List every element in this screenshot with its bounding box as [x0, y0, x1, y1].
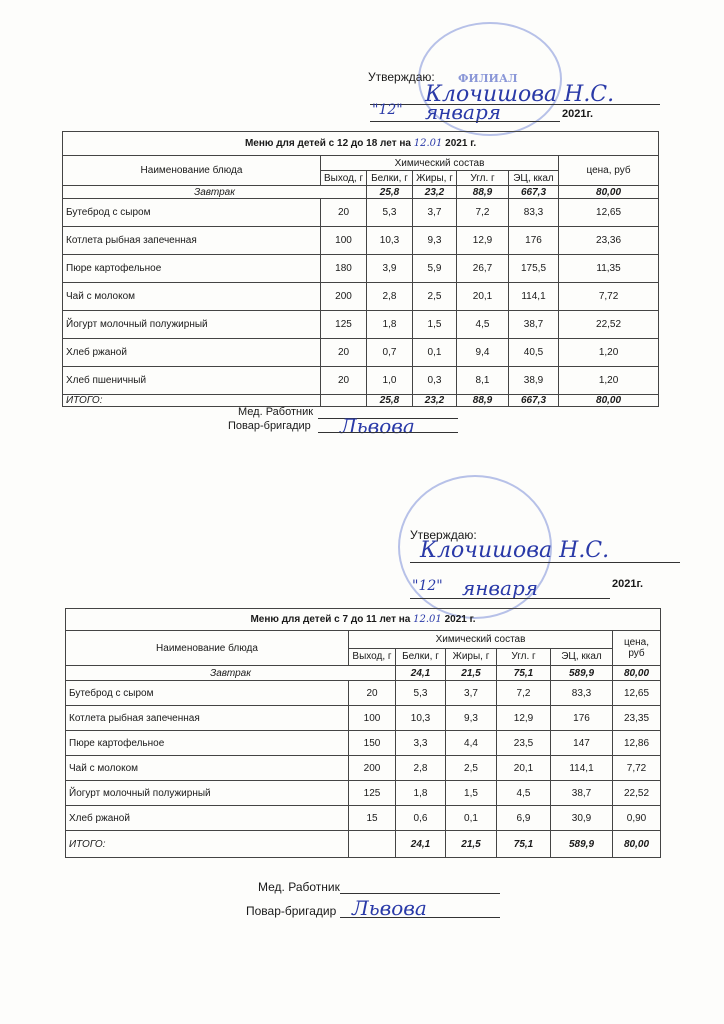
table-row: [63, 367, 659, 395]
dish-fat: 1,5: [413, 311, 457, 339]
meal-fat: 21,5: [446, 666, 497, 681]
menu-title: Меню для детей с 12 до 18 лет на 12.01 2021 г.: [63, 132, 659, 156]
dish-carbs: 6,9: [497, 806, 551, 831]
dish-fat: 0,1: [413, 339, 457, 367]
table-row: [66, 781, 661, 806]
dish-protein: 0,7: [367, 339, 413, 367]
stamp-text: ФИЛИАЛ: [458, 72, 518, 85]
dish-protein: 3,9: [367, 255, 413, 283]
dish-protein: 10,3: [367, 227, 413, 255]
dish-yield: 100: [349, 706, 396, 731]
dish-price: 7,72: [559, 283, 659, 311]
dish-protein: 2,8: [367, 283, 413, 311]
med-worker-label: Мед. Работник: [238, 406, 314, 418]
meal-carbs: 75,1: [497, 666, 551, 681]
dish-energy: 114,1: [551, 756, 613, 781]
dish-energy: 175,5: [509, 255, 559, 283]
dish-name: Йогурт молочный полужирный: [63, 311, 321, 339]
table-row: [63, 283, 659, 311]
header-carbs: Угл. г: [497, 648, 551, 666]
menu-table-7-11: [65, 608, 661, 858]
header-fat: Жиры, г: [446, 648, 497, 666]
meal-label: Завтрак: [66, 666, 396, 681]
dish-fat: 2,5: [413, 283, 457, 311]
dish-name: Хлеб пшеничный: [63, 367, 321, 395]
header-energy: ЭЦ, ккал: [551, 648, 613, 666]
dish-fat: 1,5: [446, 781, 497, 806]
total-label: ИТОГО:: [63, 395, 321, 407]
dish-yield: 180: [321, 255, 367, 283]
approver-signature-2: Клочишова Н.С.: [420, 538, 610, 563]
dish-fat: 3,7: [413, 199, 457, 227]
approval-day: "12": [372, 102, 403, 118]
header-protein: Белки, г: [367, 171, 413, 186]
meal-fat: 23,2: [413, 186, 457, 199]
cook-label: Повар-бригадир: [228, 420, 311, 432]
header-chem: Химический состав: [321, 156, 559, 171]
approve-label: Утверждаю:: [368, 70, 435, 84]
table-row: [63, 339, 659, 367]
dish-yield: 20: [321, 339, 367, 367]
dish-energy: 114,1: [509, 283, 559, 311]
menu-date: 12.01: [413, 614, 442, 625]
meal-row: [63, 186, 659, 199]
dish-carbs: 20,1: [497, 756, 551, 781]
dish-protein: 10,3: [396, 706, 446, 731]
dish-price: 7,72: [613, 756, 661, 781]
dish-carbs: 26,7: [457, 255, 509, 283]
total-energy: 667,3: [509, 395, 559, 407]
dish-energy: 40,5: [509, 339, 559, 367]
dish-energy: 83,3: [509, 199, 559, 227]
dish-name: Котлета рыбная запеченная: [66, 706, 349, 731]
dish-protein: 0,6: [396, 806, 446, 831]
dish-price: 22,52: [559, 311, 659, 339]
total-label: ИТОГО:: [66, 831, 349, 858]
dish-fat: 9,3: [446, 706, 497, 731]
dish-carbs: 9,4: [457, 339, 509, 367]
dish-price: 12,86: [613, 731, 661, 756]
meal-carbs: 88,9: [457, 186, 509, 199]
menu-table-12-18: [62, 131, 659, 407]
meal-energy: 667,3: [509, 186, 559, 199]
dish-carbs: 23,5: [497, 731, 551, 756]
table-row: [63, 311, 659, 339]
dish-price: 12,65: [613, 681, 661, 706]
dish-name: Бутеброд с сыром: [63, 199, 321, 227]
dish-fat: 3,7: [446, 681, 497, 706]
dish-name: Чай с молоком: [63, 283, 321, 311]
approve-label-2: Утверждаю:: [410, 528, 477, 542]
dish-yield: 20: [321, 199, 367, 227]
header-carbs: Угл. г: [457, 171, 509, 186]
dish-name: Котлета рыбная запеченная: [63, 227, 321, 255]
dish-carbs: 7,2: [497, 681, 551, 706]
total-row: [66, 831, 661, 858]
dish-fat: 4,4: [446, 731, 497, 756]
dish-name: Хлеб ржаной: [63, 339, 321, 367]
header-fat: Жиры, г: [413, 171, 457, 186]
total-carbs: 88,9: [457, 395, 509, 407]
menu-date: 12.01: [413, 138, 443, 149]
dish-fat: 0,3: [413, 367, 457, 395]
meal-row: [66, 666, 661, 681]
dish-name: Йогурт молочный полужирный: [66, 781, 349, 806]
dish-name: Пюре картофельное: [66, 731, 349, 756]
cook-signature: Львова: [340, 414, 415, 438]
dish-fat: 5,9: [413, 255, 457, 283]
dish-price: 0,90: [613, 806, 661, 831]
header-price: цена, руб: [613, 631, 661, 666]
dish-energy: 38,7: [551, 781, 613, 806]
table-row: [66, 731, 661, 756]
total-energy: 589,9: [551, 831, 613, 858]
table-row: [63, 199, 659, 227]
dish-protein: 1,8: [367, 311, 413, 339]
meal-protein: 25,8: [367, 186, 413, 199]
dish-fat: 9,3: [413, 227, 457, 255]
dish-yield: 100: [321, 227, 367, 255]
dish-energy: 38,9: [509, 367, 559, 395]
table-row: [63, 227, 659, 255]
dish-energy: 176: [551, 706, 613, 731]
dish-energy: 38,7: [509, 311, 559, 339]
dish-price: 1,20: [559, 339, 659, 367]
dish-energy: 147: [551, 731, 613, 756]
approval-month: января: [425, 100, 502, 124]
dish-yield: 15: [349, 806, 396, 831]
total-protein: 25,8: [367, 395, 413, 407]
header-chem: Химический состав: [349, 631, 613, 649]
header-yield: Выход, г: [349, 648, 396, 666]
total-protein: 24,1: [396, 831, 446, 858]
dish-price: 23,36: [559, 227, 659, 255]
header-price: цена, руб: [559, 156, 659, 186]
header-name: Наименование блюда: [63, 156, 321, 186]
header-name: Наименование блюда: [66, 631, 349, 666]
dish-name: Пюре картофельное: [63, 255, 321, 283]
dish-protein: 3,3: [396, 731, 446, 756]
dish-yield: 200: [321, 283, 367, 311]
dish-energy: 83,3: [551, 681, 613, 706]
approval-year: 2021г.: [562, 108, 594, 120]
meal-energy: 589,9: [551, 666, 613, 681]
dish-yield: 20: [349, 681, 396, 706]
cook-signature-2: Львова: [352, 896, 427, 920]
dish-yield: 150: [349, 731, 396, 756]
dish-carbs: 4,5: [497, 781, 551, 806]
header-energy: ЭЦ, ккал: [509, 171, 559, 186]
dish-name: Чай с молоком: [66, 756, 349, 781]
dish-carbs: 7,2: [457, 199, 509, 227]
dish-carbs: 8,1: [457, 367, 509, 395]
dish-yield: 125: [321, 311, 367, 339]
total-fat: 21,5: [446, 831, 497, 858]
dish-name: Хлеб ржаной: [66, 806, 349, 831]
dish-price: 23,35: [613, 706, 661, 731]
header-yield: Выход, г: [321, 171, 367, 186]
total-carbs: 75,1: [497, 831, 551, 858]
dish-carbs: 20,1: [457, 283, 509, 311]
dish-name: Бутеброд с сыром: [66, 681, 349, 706]
dish-yield: 125: [349, 781, 396, 806]
cook-label-2: Повар-бригадир: [246, 904, 337, 918]
dish-energy: 30,9: [551, 806, 613, 831]
dish-yield: 200: [349, 756, 396, 781]
approval-year-2: 2021г.: [612, 578, 644, 590]
dish-carbs: 12,9: [497, 706, 551, 731]
dish-carbs: 4,5: [457, 311, 509, 339]
med-worker-label-2: Мед. Работник: [258, 880, 340, 894]
dish-yield: 20: [321, 367, 367, 395]
dish-fat: 0,1: [446, 806, 497, 831]
dish-carbs: 12,9: [457, 227, 509, 255]
total-fat: 23,2: [413, 395, 457, 407]
approver-signature: Клочишова Н.С.: [425, 82, 615, 107]
dish-protein: 1,0: [367, 367, 413, 395]
dish-fat: 2,5: [446, 756, 497, 781]
dish-protein: 5,3: [396, 681, 446, 706]
approval-month-2: января: [462, 576, 539, 600]
table-row: [66, 706, 661, 731]
table-row: [66, 806, 661, 831]
table-row: [63, 255, 659, 283]
table-row: [66, 681, 661, 706]
total-row: [63, 395, 659, 407]
total-price: 80,00: [613, 831, 661, 858]
total-price: 80,00: [559, 395, 659, 407]
dish-price: 12,65: [559, 199, 659, 227]
dish-energy: 176: [509, 227, 559, 255]
dish-price: 1,20: [559, 367, 659, 395]
dish-protein: 5,3: [367, 199, 413, 227]
dish-price: 22,52: [613, 781, 661, 806]
dish-protein: 1,8: [396, 781, 446, 806]
meal-price: 80,00: [613, 666, 661, 681]
dish-protein: 2,8: [396, 756, 446, 781]
meal-label: Завтрак: [63, 186, 367, 199]
meal-protein: 24,1: [396, 666, 446, 681]
meal-price: 80,00: [559, 186, 659, 199]
table-row: [66, 756, 661, 781]
approval-day-2: "12": [412, 578, 443, 594]
menu-title: Меню для детей с 7 до 11 лет на 12.01 2021 г.: [66, 609, 661, 631]
dish-price: 11,35: [559, 255, 659, 283]
header-protein: Белки, г: [396, 648, 446, 666]
